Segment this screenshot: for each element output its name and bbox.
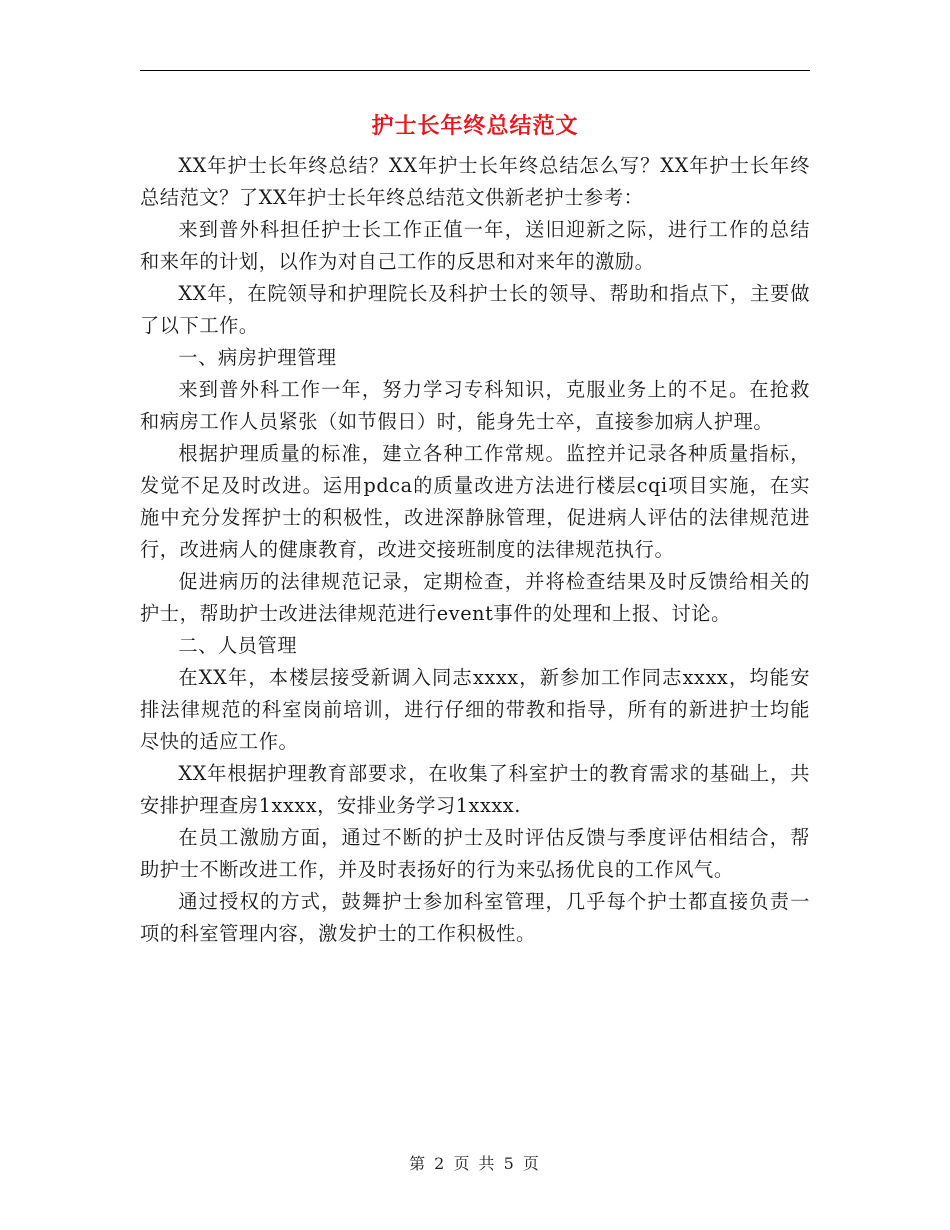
paragraph-staff-2: XX年根据护理教育部要求，在收集了科室护士的教育需求的基础上，共安排护理查房1xxxx，安排业务学习1xxxx. (140, 762, 810, 817)
paragraph-overview: XX年，在院领导和护理院长及科护士长的领导、帮助和指点下，主要做了以下工作。 (140, 282, 810, 337)
document-title: 护士长年终总结范文 (371, 113, 579, 139)
section-heading-ward-management: 一、病房护理管理 (178, 346, 337, 369)
paragraph-intro: XX年护士长年终总结？XX年护士长年终总结怎么写？XX年护士长年终总结范文？了XX年护士长年终总结范文供新老护士参考： (140, 154, 810, 209)
paragraph-opening: 来到普外科担任护士长工作正值一年，送旧迎新之际，进行工作的总结和来年的计划，以作为对自己工作的反思和对来年的激励。 (140, 218, 810, 273)
paragraph-ward-1: 来到普外科工作一年，努力学习专科知识，克服业务上的不足。在抢救和病房工作人员紧张（如节假日）时，能身先士卒，直接参加病人护理。 (140, 378, 810, 433)
header-rule (140, 70, 810, 71)
document-body (140, 150, 810, 950)
paragraph-staff-4: 通过授权的方式，鼓舞护士参加科室管理，几乎每个护士都直接负责一项的科室管理内容，激发护士的工作积极性。 (140, 890, 810, 945)
section-heading-staff-management: 二、人员管理 (178, 634, 298, 657)
paragraph-ward-2: 根据护理质量的标准，建立各种工作常规。监控并记录各种质量指标，发觉不足及时改进。运用pdca的质量改进方法进行楼层cqi项目实施，在实施中充分发挥护士的积极性，改进深静脉管理，促进病人评估的法律规范进行，改进病人的健康教育，改进交接班制度的法律规范执行。 (140, 442, 810, 561)
paragraph-ward-3: 促进病历的法律规范记录，定期检查，并将检查结果及时反馈给相关的护士，帮助护士改进法律规范进行event事件的处理和上报、讨论。 (140, 570, 810, 625)
page-number-footer: 第 2 页 共 5 页 (409, 1154, 541, 1173)
paragraph-staff-1: 在XX年，本楼层接受新调入同志xxxx，新参加工作同志xxxx，均能安排法律规范的科室岗前培训，进行仔细的带教和指导，所有的新进护士均能尽快的适应工作。 (140, 666, 810, 753)
paragraph-staff-3: 在员工激励方面，通过不断的护士及时评估反馈与季度评估相结合，帮助护士不断改进工作，并及时表扬好的行为来弘扬优良的工作风气。 (140, 826, 810, 881)
